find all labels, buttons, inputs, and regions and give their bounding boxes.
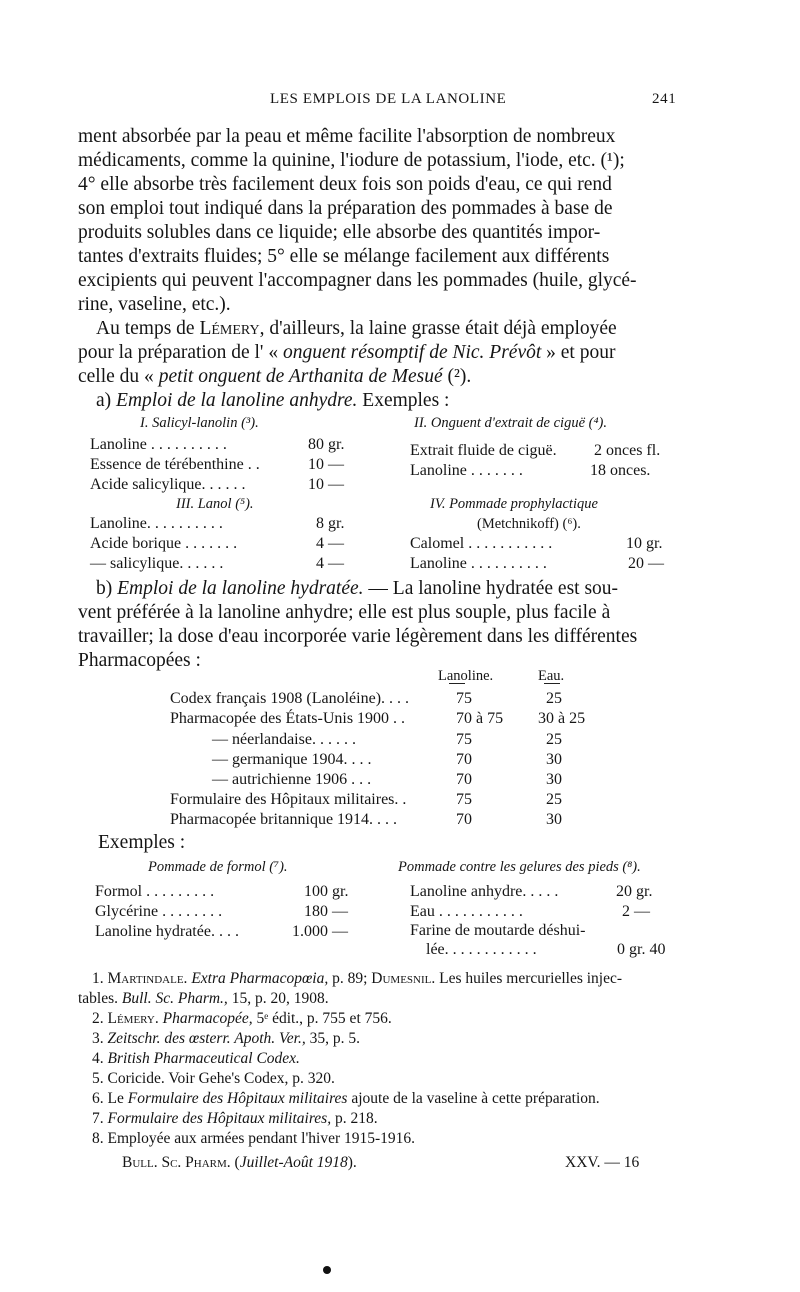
formula-ingredient: Extrait fluide de ciguë. [410, 442, 557, 459]
formula-quantity: 20 gr. [616, 883, 653, 900]
column-header-lanoline: Lanoline. [438, 668, 494, 684]
italic-text: Juillet-Août 1918 [239, 1154, 348, 1171]
text: Les huiles mercurielles injec- [435, 970, 623, 987]
column-rule [544, 683, 560, 684]
body-line: Pharmacopées : [78, 650, 201, 671]
formula-title: I. Salicyl-lanolin (³). [140, 415, 259, 431]
formula-quantity: 10 — [308, 476, 344, 493]
text: 2. [92, 1010, 108, 1027]
formula-ingredient: Formol . . . . . . . . . [95, 883, 215, 900]
footnote-2 [92, 1010, 392, 1028]
body-line: vent préférée à la lanoline anhydre; elle est plus souple, plus facile à [78, 602, 611, 623]
text: 7. [92, 1110, 108, 1127]
formula-quantity: 18 onces. [590, 462, 651, 479]
formula-ingredient: Lanoline. . . . . . . . . . [90, 515, 223, 532]
formula-quantity: 4 — [316, 535, 344, 552]
formula-title: Pommade de formol (⁷). [148, 859, 288, 875]
italic-text: British Pharmaceutical Codex. [107, 1050, 300, 1067]
table-cell-lanoline: 70 à 75 [456, 710, 504, 727]
body-line: rine, vaseline, etc.). [78, 294, 231, 315]
formula-ingredient: Lanoline anhydre. . . . . [410, 883, 559, 900]
footnote-7 [92, 1110, 378, 1128]
formula-ingredient: lée. . . . . . . . . . . . [426, 941, 537, 958]
text: , d'ailleurs, la laine grasse était déjà employée [259, 318, 617, 339]
table-cell-eau: 30 à 25 [538, 710, 586, 727]
body-line [78, 341, 684, 364]
formula-ingredient: Farine de moutarde déshui- [410, 922, 586, 939]
italic-text: Pharmacopée, [158, 1010, 253, 1027]
formula-ingredient: Lanoline . . . . . . . [410, 462, 523, 479]
italic-text: Extra Pharmacopœia, [187, 970, 329, 987]
body-line: travailler; la dose d'eau incorporée varie légèrement dans les différentes [78, 626, 638, 647]
section-a-heading [96, 389, 702, 412]
formula-quantity: 20 — [628, 555, 664, 572]
column-header-eau: Eau. [538, 668, 565, 684]
table-cell-lanoline: 75 [456, 791, 472, 808]
table-row-name: Codex français 1908 (Lanoléine). . . . [170, 690, 410, 707]
text: b) [96, 578, 118, 599]
formula-ingredient: Lanoline . . . . . . . . . . [410, 555, 547, 572]
formula-ingredient: Eau . . . . . . . . . . . [410, 903, 523, 920]
text: 3. [92, 1030, 108, 1047]
author-name: Lémery [199, 318, 260, 339]
text: a) [96, 390, 117, 411]
body-line: produits solubles dans ce liquide; elle absorbe des quantités impor- [78, 222, 601, 243]
formula-ingredient: Acide borique . . . . . . . [90, 535, 238, 552]
table-row-name: — autrichienne 1906 . . . [212, 771, 372, 788]
formula-subtitle: (Metchnikoff) (⁶). [477, 516, 581, 532]
text: 5ᵉ édit., p. 755 et 756. [252, 1010, 392, 1027]
text: tables. [78, 990, 122, 1007]
table-row-name: Formulaire des Hôpitaux militaires. . [170, 791, 407, 808]
italic-text: Formulaire des Hôpitaux militaires, [107, 1110, 332, 1127]
text: Bull. Sc. Pharm. ( [122, 1154, 240, 1171]
formula-quantity: 100 gr. [304, 883, 349, 900]
text: celle du « [78, 366, 159, 387]
text: 4. [92, 1050, 108, 1067]
column-rule [449, 683, 465, 684]
table-row-name: Pharmacopée des États-Unis 1900 . . [170, 710, 406, 727]
text: 35, p. 5. [305, 1030, 360, 1047]
table-cell-eau: 25 [546, 731, 562, 748]
footnote-1 [92, 970, 622, 988]
formula-quantity: 10 — [308, 456, 344, 473]
table-cell-lanoline: 70 [456, 771, 472, 788]
footer-signature: XXV. — 16 [565, 1154, 640, 1171]
body-line: ment absorbée par la peau et même facilite l'absorption de nombreux [78, 126, 616, 147]
footnote-6 [92, 1090, 600, 1108]
section-b-heading [96, 577, 684, 600]
body-line [78, 365, 684, 388]
table-cell-lanoline: 75 [456, 731, 472, 748]
table-row-name: — germanique 1904. . . . [212, 751, 372, 768]
formula-quantity: 180 — [304, 903, 348, 920]
body-line: tantes d'extraits fluides; 5° elle se mélange facilement aux différents [78, 246, 610, 267]
formula-title: III. Lanol (⁵). [176, 496, 254, 512]
table-cell-eau: 25 [546, 690, 562, 707]
formula-title: II. Onguent d'extrait de ciguë (⁴). [414, 415, 607, 431]
running-title: LES EMPLOIS DE LA LANOLINE [270, 91, 507, 107]
body-line: excipients qui peuvent l'accompagner dans les pommades (huile, glycé- [78, 270, 637, 291]
table-row-name: Pharmacopée britannique 1914. . . . [170, 811, 398, 828]
italic-text: onguent résomptif de Nic. Prévôt [282, 342, 542, 363]
formula-ingredient: — salicylique. . . . . . [90, 555, 224, 572]
footnote-1-cont [78, 990, 329, 1008]
body-line: médicaments, comme la quinine, l'iodure de potassium, l'iode, etc. (¹); [78, 150, 625, 171]
formula-quantity: 2 onces fl. [594, 442, 661, 459]
footnote-3 [92, 1030, 360, 1048]
table-cell-eau: 25 [546, 791, 562, 808]
author-name: Martindale. [107, 970, 188, 987]
italic-text: Formulaire des Hôpitaux militaires [127, 1090, 348, 1107]
text: ajoute de la vaseline à cette préparation. [347, 1090, 600, 1107]
table-cell-lanoline: 75 [456, 690, 472, 707]
formula-quantity: 8 gr. [316, 515, 345, 532]
italic-text: Emploi de la lanoline hydratée. [117, 578, 364, 599]
text: p. 89; [328, 970, 372, 987]
footnote-8: 8. Employée aux armées pendant l'hiver 1915-1916. [92, 1130, 416, 1147]
body-line: 4° elle absorbe très facilement deux fois son poids d'eau, ce qui rend [78, 174, 612, 195]
examples-label: Exemples : [98, 832, 186, 853]
text: Exemples : [357, 390, 450, 411]
formula-quantity: 1.000 — [292, 923, 348, 940]
formula-ingredient: Essence de térébenthine . . [90, 456, 260, 473]
text: pour la préparation de l' « [78, 342, 283, 363]
formula-ingredient: Calomel . . . . . . . . . . . [410, 535, 553, 552]
italic-text: Bull. Sc. Pharm., [121, 990, 228, 1007]
footer-journal [122, 1154, 357, 1172]
formula-title: IV. Pommade prophylactique [430, 496, 598, 512]
table-row-name: — néerlandaise. . . . . . [212, 731, 356, 748]
text: (²). [442, 366, 472, 387]
formula-title: Pommade contre les gelures des pieds (⁸). [398, 859, 641, 875]
footnote-4 [92, 1050, 300, 1068]
text: 1. [92, 970, 108, 987]
formula-quantity: 80 gr. [308, 436, 345, 453]
italic-text: Zeitschr. des œsterr. Apoth. Ver., [107, 1030, 306, 1047]
formula-ingredient: Acide salicylique. . . . . . [90, 476, 246, 493]
text: p. 218. [331, 1110, 378, 1127]
table-cell-lanoline: 70 [456, 751, 472, 768]
formula-quantity: 0 gr. 40 [617, 941, 666, 958]
body-line: son emploi tout indiqué dans la préparation des pommades à base de [78, 198, 613, 219]
formula-ingredient: Lanoline . . . . . . . . . . [90, 436, 227, 453]
footnote-5: 5. Coricide. Voir Gehe's Codex, p. 320. [92, 1070, 335, 1087]
text: » et pour [541, 342, 616, 363]
formula-ingredient: Lanoline hydratée. . . . [95, 923, 239, 940]
formula-quantity: 10 gr. [626, 535, 663, 552]
page-dot-mark [323, 1266, 331, 1274]
formula-ingredient: Glycérine . . . . . . . . [95, 903, 223, 920]
italic-text: petit onguent de Arthanita de Mesué [158, 366, 443, 387]
table-cell-eau: 30 [546, 771, 562, 788]
author-name: Lémery. [107, 1010, 159, 1027]
table-cell-eau: 30 [546, 811, 562, 828]
author-name: Dumesnil. [371, 970, 436, 987]
table-cell-eau: 30 [546, 751, 562, 768]
italic-text: Emploi de la lanoline anhydre. [116, 390, 358, 411]
text: 15, p. 20, 1908. [227, 990, 329, 1007]
text: ). [347, 1154, 357, 1171]
text: 6. Le [92, 1090, 128, 1107]
formula-quantity: 2 — [622, 903, 650, 920]
page-number: 241 [652, 91, 677, 107]
text: — La lanoline hydratée est sou- [363, 578, 619, 599]
formula-quantity: 4 — [316, 555, 344, 572]
body-line [96, 317, 684, 340]
text: Au temps de [96, 318, 200, 339]
table-cell-lanoline: 70 [456, 811, 472, 828]
